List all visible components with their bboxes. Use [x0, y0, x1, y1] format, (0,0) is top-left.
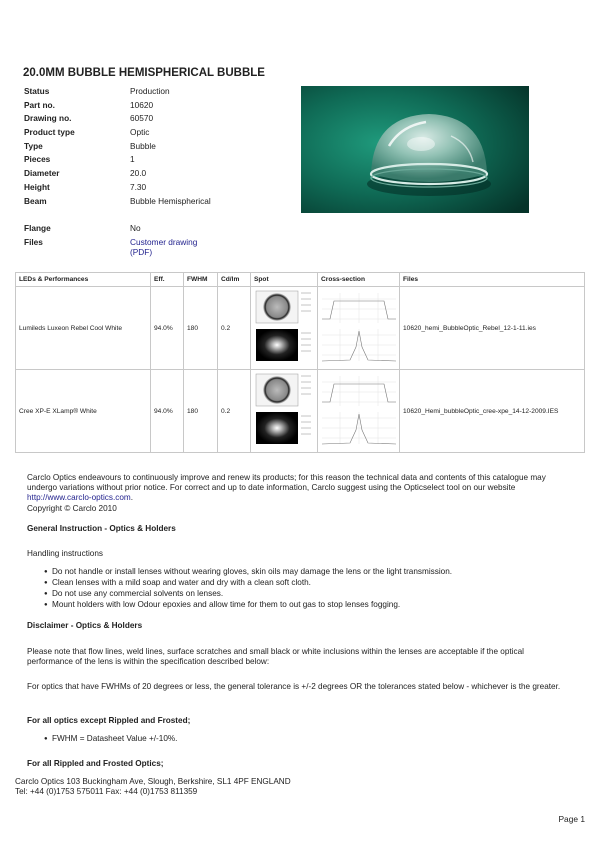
except-heading: For all optics except Rippled and Frosted; [27, 716, 191, 725]
spec-key: Diameter [24, 168, 60, 179]
disclaimer-paragraph-1: Please note that flow lines, weld lines, surface scratches and small black or white inclusions within the lenses are acceptable if the optical performance of the lens is within the specification described below: [27, 647, 524, 667]
spec-value: 60570 [130, 113, 154, 124]
spec-value: 7.30 [130, 181, 147, 192]
handling-list [44, 567, 452, 611]
general-heading: General Instruction - Optics & Holders [27, 524, 176, 533]
table-row [16, 370, 585, 453]
disclaimer-paragraph-2: For optics that have FWHMs of 20 degrees or less, the general tolerance is +/-2 degrees OR the tolerances stated below - whichever is the greater. [27, 682, 561, 691]
lens-photo-image [301, 86, 529, 213]
spec-row [24, 168, 290, 182]
list-item: ● Clean lenses with a mild soap and water and dry with a clean soft cloth. [44, 578, 452, 589]
spec-row [24, 141, 290, 155]
header-files: Files [400, 273, 585, 287]
spec-row [24, 154, 290, 168]
spec-value: 20.0 [130, 168, 147, 179]
spot-plot [251, 287, 318, 370]
spec-value: Bubble [130, 140, 156, 151]
spec-row [24, 237, 290, 257]
footer-address [15, 777, 291, 797]
spec-row [24, 86, 290, 100]
header-fwhm: FWHM [184, 273, 218, 287]
spec-key: Drawing no. [24, 113, 72, 124]
rippled-heading: For all Rippled and Frosted Optics; [27, 759, 164, 768]
header-spot: Spot [251, 273, 318, 287]
spec-row [24, 182, 290, 196]
cross-section-plot [318, 287, 400, 370]
ies-file-link[interactable]: 10620_Hemi_bubbleOptic_cree-xpe_14-12-2009.IES [400, 370, 585, 453]
footer-line-1: Carclo Optics 103 Buckingham Ave, Slough, Berkshire, SL1 4PF ENGLAND [15, 777, 291, 786]
spec-key: Flange [24, 222, 51, 233]
spec-key: Type [24, 140, 43, 151]
spec-row [24, 223, 290, 237]
spec-value: No [130, 222, 141, 233]
header-leds: LEDs & Performances [16, 273, 151, 287]
spec-key: Files [24, 236, 43, 247]
product-photo [301, 86, 529, 213]
spec-key: Part no. [24, 99, 55, 110]
cdlm-value: 0.2 [218, 287, 251, 370]
disclaimer-heading: Disclaimer - Optics & Holders [27, 621, 143, 630]
cross-section-plot [318, 370, 400, 453]
eff-value: 94.0% [151, 370, 184, 453]
spec-row [24, 196, 290, 210]
spec-key: Product type [24, 127, 75, 138]
cross-section-image [320, 289, 398, 365]
fwhm-value: 180 [184, 287, 218, 370]
led-name: Lumileds Luxeon Rebel Cool White [16, 287, 151, 370]
spec-value: Optic [130, 127, 150, 138]
notice-paragraph [27, 473, 567, 514]
page-number: Page 1 [558, 814, 585, 824]
customer-drawing-link[interactable]: Customer drawing (PDF) [130, 236, 198, 257]
spec-key: Status [24, 86, 50, 96]
spec-key: Pieces [24, 154, 51, 165]
spec-value: Bubble Hemispherical [130, 195, 211, 206]
list-item: ● Mount holders with low Odour epoxies and allow time for them to out gas to stop lenses fogging. [44, 600, 452, 611]
table-row [16, 287, 585, 370]
list-item: ● FWHM = Datasheet Value +/-10%. [44, 734, 177, 745]
handling-label: Handling instructions [27, 549, 104, 558]
spot-image [253, 372, 315, 448]
spec-key: Height [24, 181, 50, 192]
page-title: 20.0MM BUBBLE HEMISPHERICAL BUBBLE [23, 67, 265, 79]
list-item: ● Do not use any commercial solvents on lenses. [44, 589, 452, 600]
cross-section-image [320, 372, 398, 448]
list-item: ● Do not handle or install lenses without wearing gloves, skin oils may damage the lens or the light transmission. [44, 567, 452, 578]
copyright: Copyright © Carclo 2010 [27, 503, 117, 513]
spec-row [24, 127, 290, 141]
performance-table [15, 272, 585, 453]
eff-value: 94.0% [151, 287, 184, 370]
fwhm-value: 180 [184, 370, 218, 453]
spec-key: Beam [24, 195, 47, 206]
performance-header-row [16, 273, 585, 287]
notice-text: Carclo Optics endeavours to continuously improve and renew its products; for this reason the technical data and contents of this catalogue may undergo variations without prior notice. For correct and up to date information, Carclo suggest using the Opticselect tool on our website [27, 473, 546, 493]
notice-link-suffix: . [130, 493, 134, 503]
spot-image [253, 289, 315, 365]
spot-plot [251, 370, 318, 453]
spec-row [24, 100, 290, 114]
cdlm-value: 0.2 [218, 370, 251, 453]
spec-value: 1 [130, 154, 135, 165]
header-eff: Eff. [151, 273, 184, 287]
led-name: Cree XP-E XLamp® White [16, 370, 151, 453]
spec-value: Production [130, 86, 170, 96]
header-cross-section: Cross-section [318, 273, 400, 287]
spec-row [24, 113, 290, 127]
spec-table [24, 86, 290, 257]
ies-file-link[interactable]: 10620_hemi_BubbleOptic_Rebel_12-1-11.ies [400, 287, 585, 370]
website-link[interactable]: http://www.carclo-optics.com [27, 493, 131, 503]
spec-value: 10620 [130, 99, 154, 110]
except-list [44, 734, 177, 745]
footer-line-2: Tel: +44 (0)1753 575011 Fax: +44 (0)1753 811359 [15, 787, 198, 796]
header-cdlm: Cd/lm [218, 273, 251, 287]
